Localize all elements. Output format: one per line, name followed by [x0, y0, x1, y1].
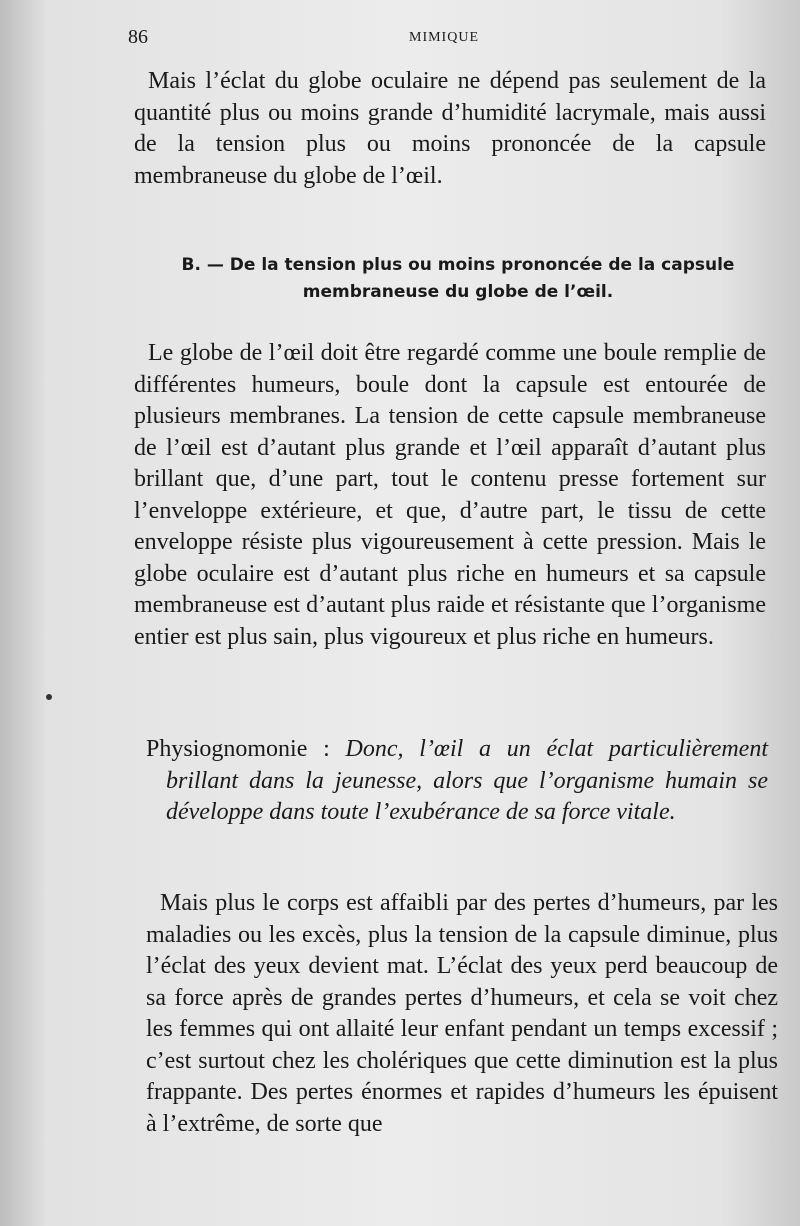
paragraph-weakened-body — [146, 888, 778, 1140]
paragraph-eye-tension — [134, 338, 766, 653]
physiognomy-quote: Donc, l’œil a un éclat particulièrement brillant dans la jeunesse, alors que l’organisme humain se développe dans toute l’exubérance de sa force vitale. — [166, 736, 769, 825]
paragraph-text: Mais l’éclat du globe oculaire ne dépend pas seulement de la quantité plus ou moins grande d’humidité lacrymale, mais aussi de la tension plus ou moins prononcée de la capsule membraneuse du globe de l’œil. — [134, 68, 766, 189]
paragraph-eye-brilliance — [134, 66, 766, 192]
page-header — [124, 26, 764, 56]
margin-speck — [46, 694, 52, 700]
physiognomy-label: Physiognomonie : — [146, 736, 346, 762]
paragraph-text: Le globe de l’œil doit être regardé comme une boule remplie de différentes humeurs, boule dont la capsule est entourée de plusieurs membranes. La tension de cette capsule membraneuse de l’œil est d’autant plus grande et l’œil apparaît d’autant plus brillant que, d’une part, tout le contenu presse fortement sur l’enveloppe extérieure, et que, d’autre part, le tissu de cette enveloppe résiste plus vigoureusement à cette pression. Mais le globe oculaire est d’autant plus riche en humeurs et sa capsule membraneuse est d’autant plus raide et résistante que l’organisme entier est plus sain, plus vigoureux et plus riche en humeurs. — [134, 340, 766, 650]
page-number: 86 — [128, 26, 148, 48]
section-heading: B. — De la tension plus ou moins prononcée de la capsule membraneuse du globe de l’œil. — [181, 255, 735, 302]
running-head: MIMIQUE — [409, 30, 479, 45]
paragraph-text: Mais plus le corps est affaibli par des pertes d’humeurs, par les maladies ou les excès, plus la tension de la capsule diminue, plus l’éclat des yeux devient mat. L’éclat des yeux perd beaucoup de sa force après de grandes pertes d’humeurs, et cela se voit chez les femmes qui ont allaité leur enfant pendant un temps excessif ; c’est surtout chez les cholériques que cette diminution est la plus frappante. Des pertes énormes et rapides d’humeurs les épuisent à l’extrême, de sorte que — [146, 890, 778, 1137]
physiognomy-note — [146, 734, 768, 829]
